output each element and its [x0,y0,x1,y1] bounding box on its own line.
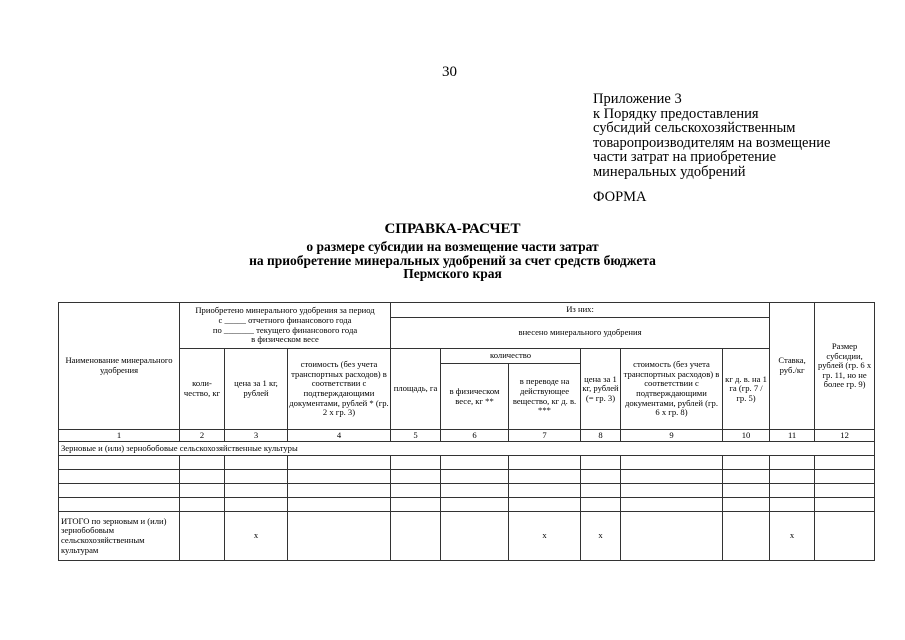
column-number: 10 [723,430,770,442]
header-purchased-from: с _____ отчетного финансового года [218,314,352,325]
header-per-ha: кг д. в. на 1 га (гр. 7 / гр. 5) [723,349,770,430]
table-row [59,456,875,470]
table-row [59,484,875,498]
appendix-line: Приложение 3 [593,91,682,107]
total-cell: x [509,512,581,561]
column-number: 6 [441,430,509,442]
header-phys: в физическом весе, кг ** [441,364,509,430]
header-of-them: Из них: [391,303,770,318]
section-label: Зерновые и (или) зернобобовые сельскохозяйственные культуры [59,442,875,456]
header-name: Наименование минерального удобрения [59,303,180,430]
column-number-row [59,430,875,442]
header-purchased-to: по _______ текущего финансового года [212,324,358,335]
appendix-note [593,92,830,179]
total-row [59,512,875,561]
section-row [59,442,875,456]
table-row [59,470,875,484]
column-number: 2 [180,430,225,442]
appendix-line: части затрат на приобретение [593,149,777,165]
appendix-line: товаропроизводителям на возмещение [593,134,831,151]
column-number: 11 [770,430,815,442]
column-number: 5 [391,430,441,442]
total-cell [723,512,770,561]
header-subsidy: Размер субсидии, рублей (гр. 6 х гр. 11, но не более гр. 9) [815,303,875,430]
total-label: ИТОГО по зерновым и (или) зернобобовым сельскохозяйственным культурам [59,512,180,561]
form-label: ФОРМА [593,189,647,205]
appendix-line: к Порядку предоставления [593,105,759,122]
total-cell: x [581,512,621,561]
column-number: 8 [581,430,621,442]
subtitle-line: на приобретение минеральных удобрений за счет средств бюджета [249,252,656,268]
page-number: 30 [442,64,457,80]
header-price: цена за 1 кг, рублей [225,349,288,430]
column-number: 7 [509,430,581,442]
total-cell [288,512,391,561]
total-cell: x [225,512,288,561]
header-rate: Ставка, руб./кг [770,303,815,430]
document-title: СПРАВКА-РАСЧЕТ [384,221,521,237]
document-subtitle [0,240,905,281]
subtitle-line: Пермского края [403,266,502,281]
total-cell [180,512,225,561]
header-cost: стоимость (без учета транспортных расходов) в соответствии с подтверждающими документами, рублей * (гр. 2 х гр. 3) [288,349,391,430]
header-qty: коли-чество, кг [180,349,225,430]
calculation-table [58,302,875,561]
total-cell [621,512,723,561]
column-number: 1 [59,430,180,442]
column-number: 9 [621,430,723,442]
appendix-line: минеральных удобрений [593,163,746,180]
header-purchased-weight: в физическом весе [251,334,319,345]
header-purchased-title: Приобретено минерального удобрения за период [195,305,375,316]
table-row [59,498,875,512]
header-applied: внесено минерального удобрения [391,318,770,349]
appendix-line: субсидий сельскохозяйственным [593,120,796,136]
header-cost2: стоимость (без учета транспортных расходов) в соответствии с подтверждающими документами, рублей (гр. 6 х гр. 8) [621,349,723,430]
header-purchased [180,303,391,349]
column-number: 3 [225,430,288,442]
column-number: 12 [815,430,875,442]
total-cell [441,512,509,561]
total-cell [391,512,441,561]
header-price2: цена за 1 кг, рублей (= гр. 3) [581,349,621,430]
header-area: площадь, га [391,349,441,430]
subtitle-line: о размере субсидии на возмещение части затрат [306,239,599,254]
total-cell: x [770,512,815,561]
header-quantity: количество [441,349,581,364]
header-active: в переводе на действующее вещество, кг д. в. *** [509,364,581,430]
column-number: 4 [288,430,391,442]
total-cell [815,512,875,561]
